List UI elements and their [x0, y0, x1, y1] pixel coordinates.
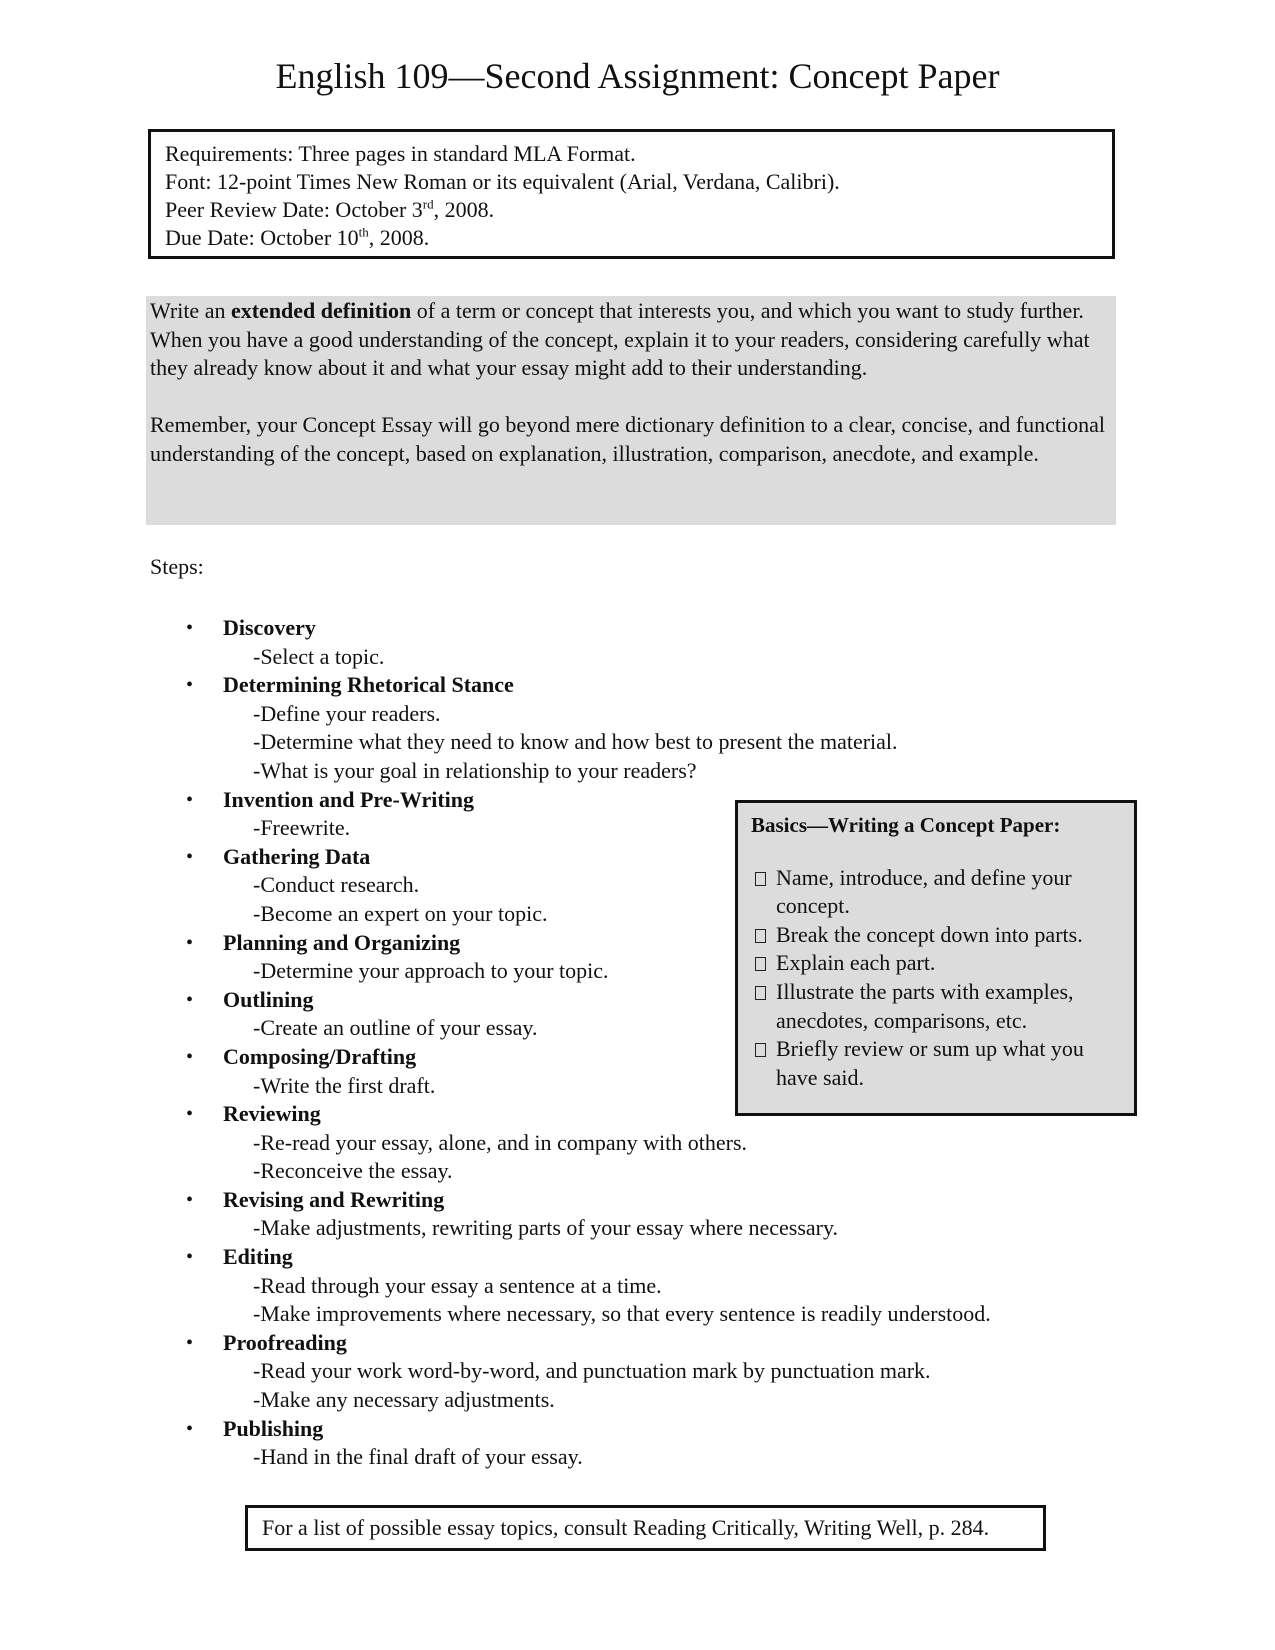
- step-title-text: Outlining: [223, 986, 314, 1012]
- due-date-prefix: Due Date: October 10: [165, 225, 359, 250]
- step-title: [0, 671, 1275, 700]
- step-title-text: Discovery: [223, 615, 316, 640]
- step-title: [0, 1186, 1275, 1215]
- checkbox-icon: [755, 986, 766, 1000]
- intro-bold-term: extended definition: [230, 298, 412, 323]
- step-title-text: Proofreading: [223, 1329, 347, 1355]
- due-date: [165, 224, 1098, 252]
- step-subitem: -Reconceive the essay.: [253, 1158, 453, 1184]
- basics-list: [751, 864, 1122, 1093]
- basics-item: [751, 921, 1122, 950]
- basics-sidebar: [735, 800, 1137, 1116]
- intro-paragraph-1: [150, 297, 1112, 383]
- bullet-icon: •: [186, 674, 194, 697]
- due-date-ordinal: th: [358, 224, 369, 240]
- page-title: English 109—Second Assignment: Concept Paper: [275, 56, 1000, 96]
- basics-item-text: Name, introduce, and define your concept.: [776, 864, 1072, 919]
- requirements-line: Requirements: Three pages in standard MLA Format.: [165, 141, 636, 166]
- basics-item-text: Briefly review or sum up what you have said.: [776, 1036, 1084, 1090]
- intro-text-after: of a term or concept that interests you, and which you want to study further. When you have a good understanding of the concept, explain it to your readers, considering carefully what they already know about it and what your essay might add to their understanding.: [150, 298, 1090, 380]
- step-subitem: -Define your readers.: [253, 700, 441, 726]
- step-subitem: -Write the first draft.: [253, 1072, 436, 1098]
- checkbox-icon: [755, 872, 766, 886]
- step-title-text: Reviewing: [223, 1101, 321, 1127]
- basics-item-text: Illustrate the parts with examples, anecdotes, comparisons, etc.: [776, 978, 1074, 1033]
- step-subitem: -Create an outline of your essay.: [253, 1015, 538, 1041]
- step-title: [0, 1415, 1275, 1444]
- step-subitem: -Determine what they need to know and how best to present the material.: [253, 729, 898, 755]
- step-title-text: Editing: [223, 1244, 293, 1270]
- basics-item: [751, 864, 1122, 921]
- step-title: [0, 1329, 1275, 1358]
- step-subitem: -Make adjustments, rewriting parts of your essay where necessary.: [253, 1215, 839, 1241]
- bullet-icon: •: [186, 1188, 194, 1211]
- bullet-icon: •: [186, 1417, 194, 1440]
- checkbox-icon: [755, 1043, 766, 1057]
- basics-item-text: Explain each part.: [776, 950, 936, 976]
- step-item: [0, 1243, 1275, 1329]
- step-subitem: -Freewrite.: [253, 815, 351, 841]
- basics-title: Basics—Writing a Concept Paper:: [751, 813, 1061, 837]
- intro-box: [146, 296, 1116, 525]
- step-title: [0, 614, 1275, 643]
- bullet-icon: •: [186, 1246, 194, 1269]
- basics-item: [751, 949, 1122, 978]
- bullet-icon: •: [186, 1045, 194, 1068]
- requirements-box: [148, 129, 1115, 259]
- step-item: [0, 614, 1275, 671]
- peer-review-date: [165, 196, 1098, 224]
- bullet-icon: •: [186, 845, 194, 868]
- font-line: Font: 12-point Times New Roman or its equivalent (Arial, Verdana, Calibri).: [165, 169, 840, 194]
- peer-review-ordinal: rd: [422, 196, 434, 212]
- step-title-text: Invention and Pre-Writing: [223, 786, 474, 812]
- step-title-text: Publishing: [223, 1415, 324, 1441]
- step-title-text: Composing/Drafting: [223, 1043, 417, 1069]
- step-subitem: -Make any necessary adjustments.: [253, 1387, 555, 1413]
- due-date-suffix: , 2008.: [368, 225, 430, 250]
- basics-item: [751, 978, 1122, 1035]
- step-title-text: Gathering Data: [223, 843, 371, 869]
- bullet-icon: •: [186, 931, 194, 954]
- bullet-icon: •: [186, 1103, 194, 1126]
- step-item: [0, 1186, 1275, 1243]
- checkbox-icon: [755, 957, 766, 971]
- intro-text-before: Write an: [150, 298, 231, 323]
- step-subitem: -Select a topic.: [253, 643, 385, 669]
- peer-review-suffix: , 2008.: [433, 197, 495, 222]
- step-title-text: Planning and Organizing: [223, 929, 461, 955]
- step-subitem: -Re-read your essay, alone, and in company with others.: [253, 1129, 748, 1155]
- step-subitem: -Conduct research.: [253, 872, 420, 898]
- step-subitem: -Determine your approach to your topic.: [253, 958, 609, 984]
- checkbox-icon: [755, 929, 766, 943]
- peer-review-prefix: Peer Review Date: October 3: [165, 197, 423, 222]
- step-subitem: -What is your goal in relationship to your readers?: [253, 757, 697, 783]
- step-subitem: -Make improvements where necessary, so that every sentence is readily understood.: [253, 1301, 991, 1327]
- step-subitem: -Read your work word-by-word, and punctuation mark by punctuation mark.: [253, 1358, 931, 1384]
- bullet-icon: •: [186, 617, 194, 639]
- basics-item: [751, 1035, 1122, 1092]
- bullet-icon: •: [186, 988, 194, 1011]
- step-subitem: -Become an expert on your topic.: [253, 900, 548, 926]
- step-title-text: Determining Rhetorical Stance: [223, 672, 514, 698]
- steps-label: Steps:: [150, 554, 204, 579]
- intro-paragraph-2: Remember, your Concept Essay will go beyond mere dictionary definition to a clear, concise, and functional understanding of the concept, based on explanation, illustration, comparison, anecdote, and example.: [150, 412, 1105, 466]
- bullet-icon: •: [186, 1331, 194, 1354]
- step-item: [0, 1329, 1275, 1415]
- step-title-text: Revising and Rewriting: [223, 1186, 445, 1212]
- basics-item-text: Break the concept down into parts.: [776, 921, 1083, 947]
- bullet-icon: •: [186, 788, 194, 811]
- step-item: [0, 671, 1275, 785]
- step-title: [0, 1243, 1275, 1272]
- step-subitem: -Read through your essay a sentence at a time.: [253, 1272, 662, 1298]
- step-item: [0, 1415, 1275, 1472]
- footer-note: For a list of possible essay topics, consult Reading Critically, Writing Well, p. 284.: [245, 1505, 1046, 1551]
- step-subitem: -Hand in the final draft of your essay.: [253, 1444, 583, 1470]
